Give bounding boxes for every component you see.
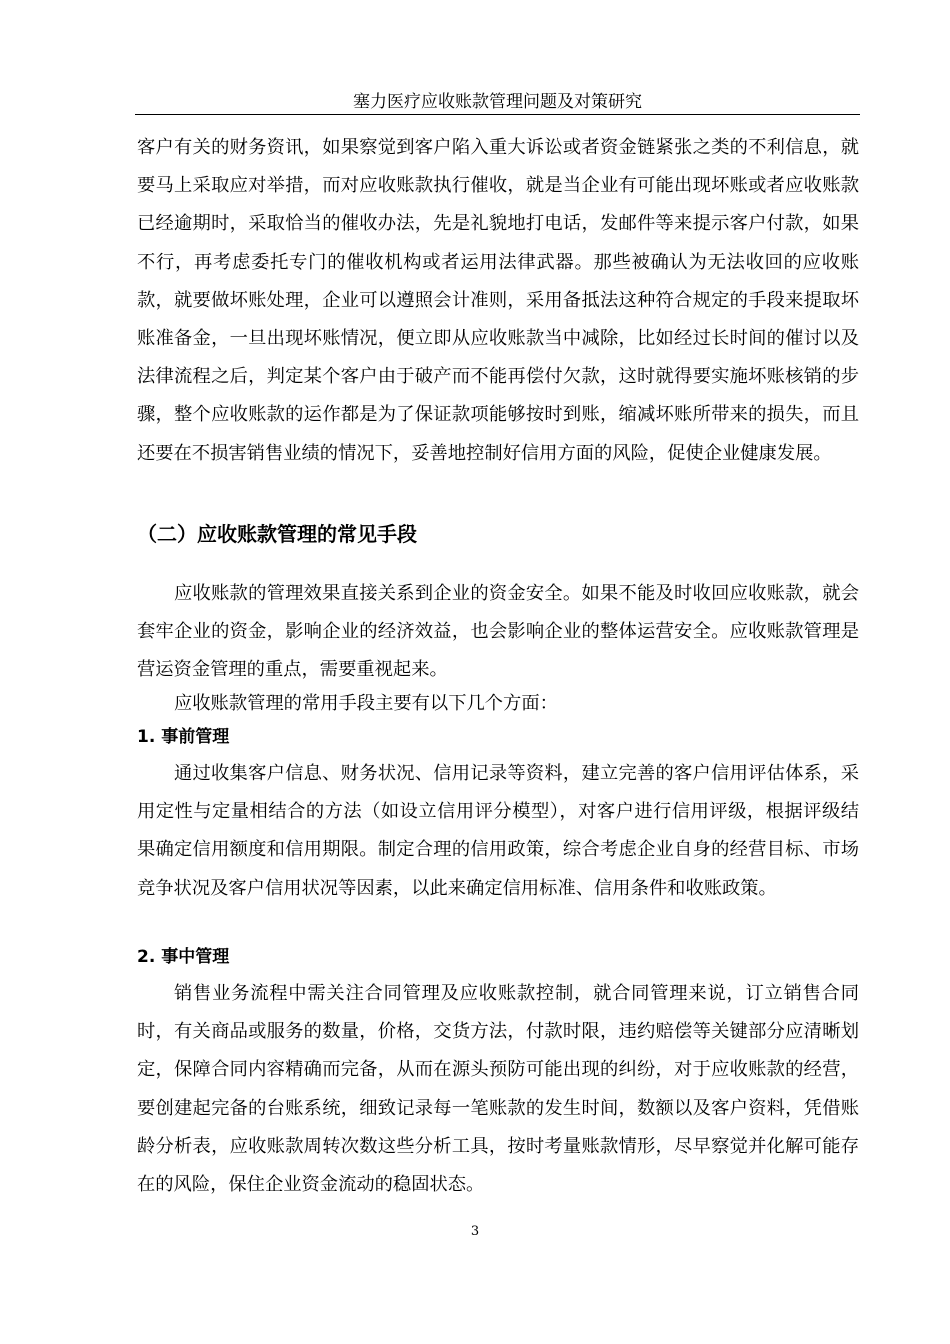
subheading-in-process-management: 2. 事中管理 bbox=[137, 947, 230, 967]
section-heading: （二）应收账款管理的常见手段 bbox=[137, 522, 417, 546]
paragraph-intro: 应收账款的管理效果直接关系到企业的资金安全。如果不能及时收回应收账款，就会套牢企业的资金，影响企业的经济效益，也会影响企业的整体运营安全。应收账款管理是营运资金管理的重点，需要重视起来。 bbox=[137, 583, 859, 681]
page-number: 3 bbox=[470, 1224, 480, 1239]
header-divider bbox=[135, 114, 860, 115]
paragraph-list-lead: 应收账款管理的常用手段主要有以下几个方面： bbox=[174, 693, 558, 714]
subheading-pre-management: 1. 事前管理 bbox=[137, 727, 230, 747]
paragraph-in-process-management: 销售业务流程中需关注合同管理及应收账款控制，就合同管理来说，订立销售合同时，有关商品或服务的数量，价格，交货方法，付款时限，违约赔偿等关键部分应清晰划定，保障合同内容精确而完备，从而在源头预防可能出现的纠纷，对于应收账款的经营，要创建起完备的台账系统，细致记录每一笔账款的发生时间，数额以及客户资料，凭借账龄分析表，应收账款周转次数这些分析工具，按时考量账款情形，尽早察觉并化解可能存在的风险，保住企业资金流动的稳固状态。 bbox=[137, 983, 859, 1196]
page-header-title: 塞力医疗应收账款管理问题及对策研究 bbox=[353, 92, 642, 112]
paragraph-pre-management: 通过收集客户信息、财务状况、信用记录等资料，建立完善的客户信用评估体系，采用定性与定量相结合的方法（如设立信用评分模型），对客户进行信用评级，根据评级结果确定信用额度和信用期限。制定合理的信用政策，综合考虑企业自身的经营目标、市场竞争状况及客户信用状况等因素，以此来确定信用标准、信用条件和收账政策。 bbox=[137, 763, 859, 899]
paragraph-continued: 客户有关的财务资讯，如果察觉到客户陷入重大诉讼或者资金链紧张之类的不利信息，就要马上采取应对举措，而对应收账款执行催收，就是当企业有可能出现坏账或者应收账款已经逾期时，采取恰当的催收办法，先是礼貌地打电话，发邮件等来提示客户付款，如果不行，再考虑委托专门的催收机构或者运用法律武器。那些被确认为无法收回的应收账款，就要做坏账处理，企业可以遵照会计准则，采用备抵法这种符合规定的手段来提取坏账准备金，一旦出现坏账情况，便立即从应收账款当中减除，比如经过长时间的催讨以及法律流程之后，判定某个客户由于破产而不能再偿付欠款，这时就得要实施坏账核销的步骤，整个应收账款的运作都是为了保证款项能够按时到账，缩减坏账所带来的损失，而且还要在不损害销售业绩的情况下，妥善地控制好信用方面的风险，促使企业健康发展。 bbox=[137, 137, 859, 464]
